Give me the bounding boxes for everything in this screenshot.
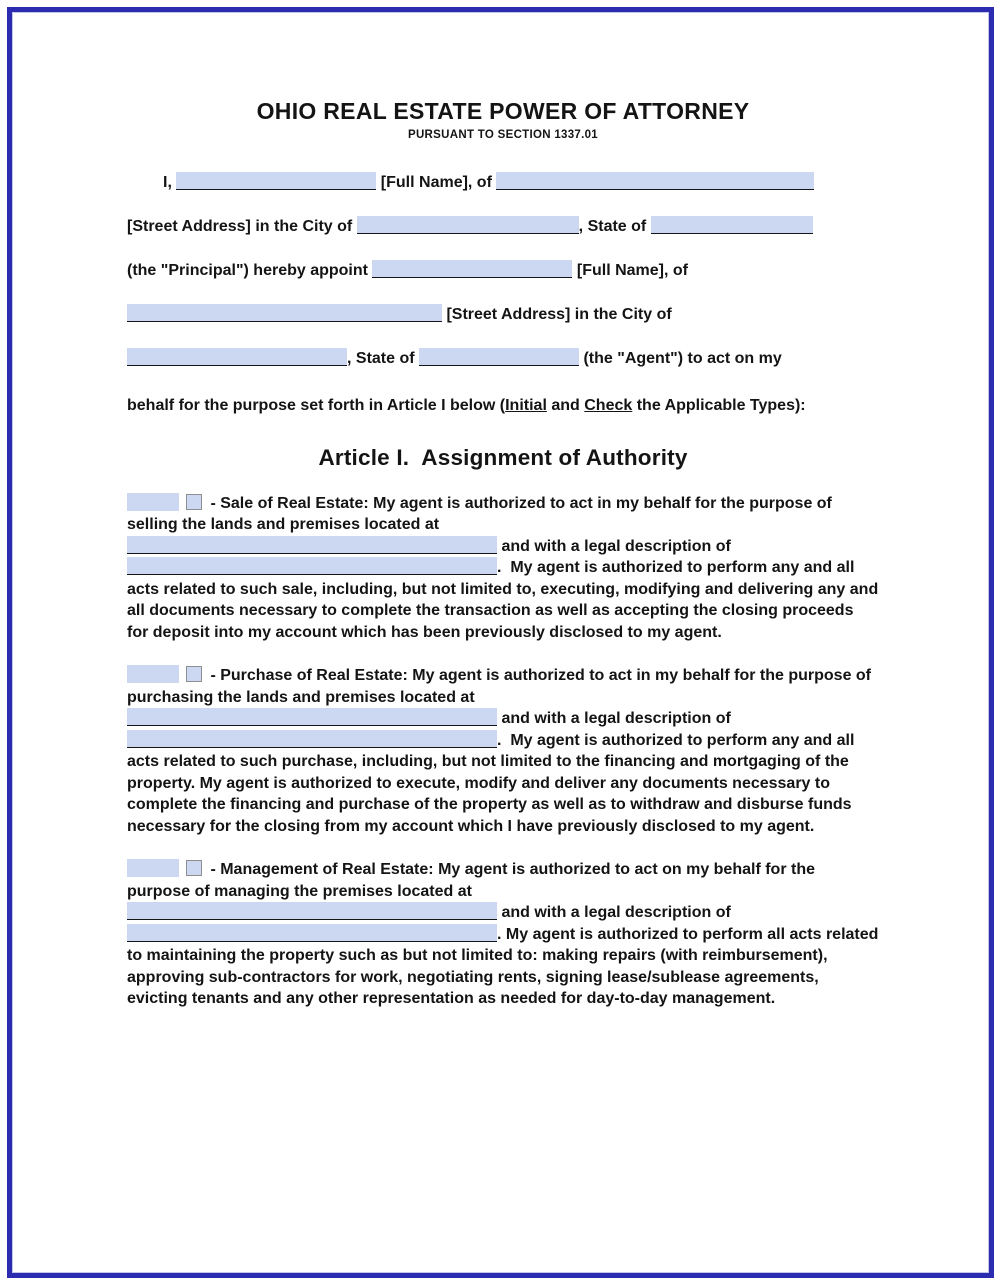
initial-emphasis: Initial bbox=[505, 397, 547, 414]
principal-full-name-field[interactable] bbox=[176, 172, 376, 190]
section-label: - Management of Real Estate: bbox=[210, 861, 439, 878]
sale-initials-field[interactable] bbox=[127, 493, 179, 511]
intro-text-segment: , State of bbox=[578, 218, 647, 235]
section-text: . My agent is authorized to perform all acts related to maintaining the property such as but not limited to: making repairs (with reimbursement), approving sub-contractors for work, negotiating rents, signing lease/sublease agreements, evicting tenants and any other representation as needed for day-to-day management. bbox=[127, 925, 879, 1007]
agent-city-field[interactable] bbox=[127, 348, 347, 366]
agent-state-field[interactable] bbox=[419, 348, 579, 366]
section-text: . My agent is authorized to perform any and all acts related to such purchase, including, but not limited to the financing and mortgaging of the property. My agent is authorized to execute, modify and deliver any documents necessary to complete the financing and purchase of the property as well as to withdraw and disburse funds necessary for the closing from my account which I have previously disclosed to my agent. bbox=[127, 731, 855, 835]
management-legal-description-field[interactable] bbox=[127, 924, 497, 942]
intro-paragraph bbox=[127, 161, 879, 417]
section-text: My agent is authorized to act in my behalf for the purpose of selling the lands and premises located at bbox=[127, 494, 832, 533]
agent-full-name-field[interactable] bbox=[372, 260, 572, 278]
purchase-legal-description-field[interactable] bbox=[127, 730, 497, 748]
sale-legal-description-field[interactable] bbox=[127, 557, 497, 575]
intro-text-segment: (the "Principal") hereby appoint bbox=[127, 262, 368, 279]
document-title: OHIO REAL ESTATE POWER OF ATTORNEY bbox=[256, 98, 750, 124]
intro-text-segment: and bbox=[546, 397, 585, 414]
intro-text-segment: [Street Address] in the City of bbox=[127, 218, 353, 235]
section-management bbox=[127, 859, 879, 1010]
section-text: and with a legal description of bbox=[501, 537, 731, 555]
intro-line-3 bbox=[127, 249, 879, 293]
section-label: - Sale of Real Estate: bbox=[210, 494, 374, 512]
section-text: My agent is authorized to act on my behalf for the purpose of managing the premises located at bbox=[127, 861, 815, 900]
section-purchase bbox=[127, 665, 879, 837]
intro-text-segment: [Full Name], of bbox=[576, 262, 688, 279]
purchase-property-address-field[interactable] bbox=[127, 708, 497, 726]
intro-line-4 bbox=[127, 293, 879, 337]
intro-text-segment: (the "Agent") to act on my bbox=[583, 350, 782, 367]
management-property-address-field[interactable] bbox=[127, 902, 497, 920]
intro-text-segment: behalf for the purpose set forth in Article I below ( bbox=[127, 397, 506, 414]
intro-line-2 bbox=[127, 205, 879, 249]
intro-text-segment: [Full Name], of bbox=[380, 174, 492, 191]
intro-instructions bbox=[127, 395, 879, 417]
purchase-initials-field[interactable] bbox=[127, 665, 179, 683]
intro-text-segment: [Street Address] in the City of bbox=[446, 306, 672, 323]
intro-line-1 bbox=[127, 161, 879, 205]
sale-property-address-field[interactable] bbox=[127, 536, 497, 554]
principal-city-field[interactable] bbox=[357, 216, 579, 234]
intro-text-segment: I, bbox=[163, 174, 172, 191]
section-text: . My agent is authorized to perform any and all acts related to such sale, including, but not limited to, executing, modifying and delivering any and all documents necessary to complete the transaction as well as accepting the closing proceeds for deposit into my account which has been previously disclosed to my agent. bbox=[127, 559, 879, 641]
section-sale bbox=[127, 493, 879, 644]
section-text: and with a legal description of bbox=[501, 904, 731, 921]
sale-checkbox[interactable] bbox=[186, 494, 202, 510]
section-text: My agent is authorized to act in my behalf for the purpose of purchasing the lands and premises located at bbox=[127, 667, 872, 706]
intro-text-segment: , State of bbox=[347, 350, 415, 367]
document-subtitle: PURSUANT TO SECTION 1337.01 bbox=[407, 129, 599, 141]
agent-street-address-field[interactable] bbox=[127, 304, 442, 322]
check-emphasis: Check bbox=[584, 397, 633, 414]
intro-text-segment: the Applicable Types): bbox=[632, 397, 806, 414]
principal-state-field[interactable] bbox=[651, 216, 813, 234]
purchase-checkbox[interactable] bbox=[186, 666, 202, 682]
section-label: - Purchase of Real Estate: bbox=[210, 667, 413, 684]
section-text: and with a legal description of bbox=[501, 710, 731, 727]
management-checkbox[interactable] bbox=[186, 860, 202, 876]
principal-street-address-field[interactable] bbox=[496, 172, 814, 190]
management-initials-field[interactable] bbox=[127, 859, 179, 877]
article-heading: Article I. Assignment of Authority bbox=[318, 444, 688, 470]
intro-line-5 bbox=[127, 337, 879, 381]
